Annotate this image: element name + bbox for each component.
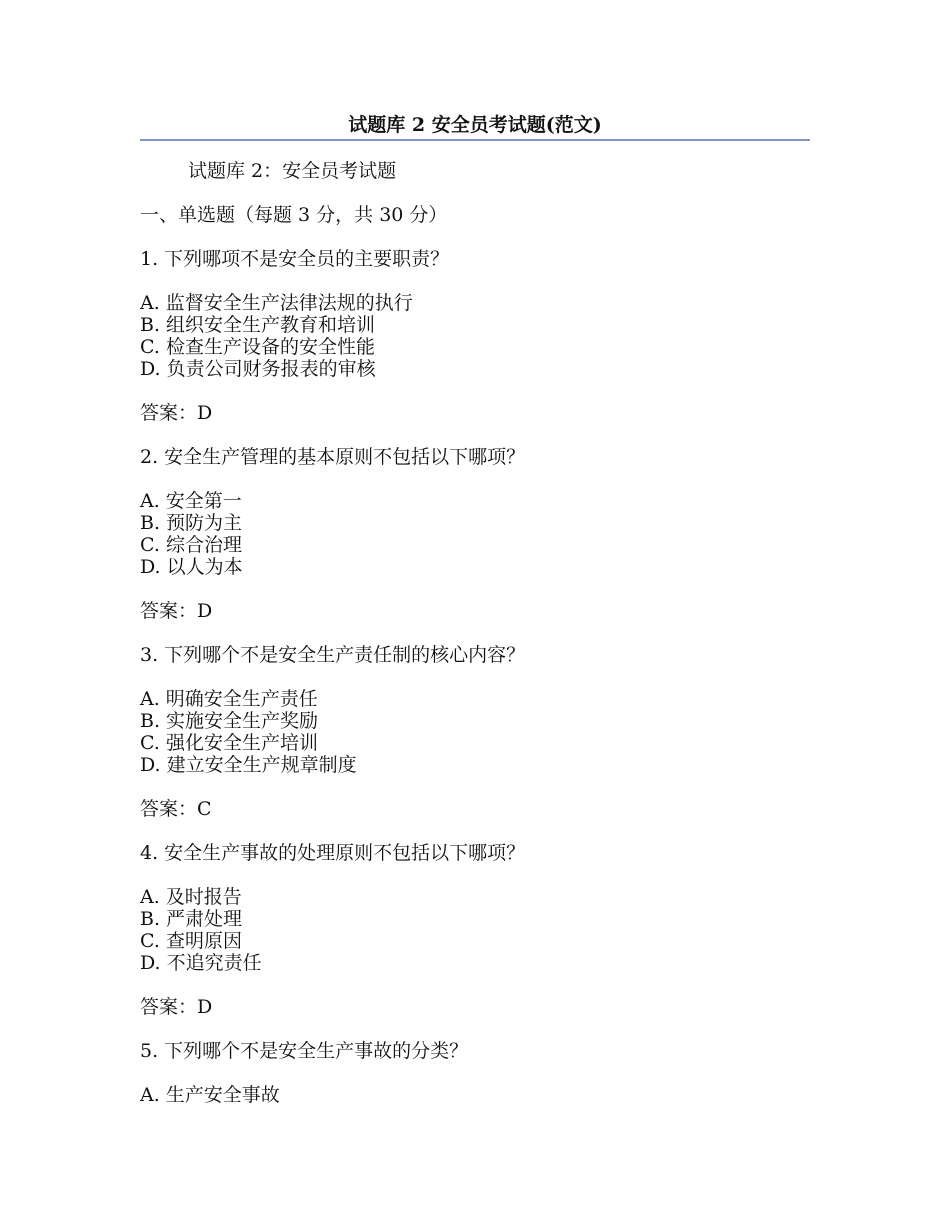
option-item: A. 安全第一 <box>140 490 242 512</box>
option-item: A. 监督安全生产法律法规的执行 <box>140 292 413 314</box>
question-text: 1. 下列哪项不是安全员的主要职责？ <box>140 248 450 270</box>
option-item: C. 综合治理 <box>140 534 242 556</box>
question-text: 3. 下列哪个不是安全生产责任制的核心内容？ <box>140 644 526 666</box>
answer-line: 答案：D <box>140 600 213 622</box>
option-item: D. 以人为本 <box>140 556 243 578</box>
option-item: C. 强化安全生产培训 <box>140 732 318 754</box>
option-item: B. 组织安全生产教育和培训 <box>140 314 376 336</box>
option-list <box>140 490 810 578</box>
option-item: A. 明确安全生产责任 <box>140 688 318 710</box>
option-item: D. 建立安全生产规章制度 <box>140 754 357 776</box>
document-body <box>140 160 810 1128</box>
option-item: D. 负责公司财务报表的审核 <box>140 358 376 380</box>
title-divider <box>140 139 810 141</box>
question-text: 4. 安全生产事故的处理原则不包括以下哪项？ <box>140 842 526 864</box>
option-item: D. 不追究责任 <box>140 952 262 974</box>
option-item: B. 实施安全生产奖励 <box>140 710 319 732</box>
question-text: 2. 安全生产管理的基本原则不包括以下哪项？ <box>140 446 526 468</box>
question-text: 5. 下列哪个不是安全生产事故的分类？ <box>140 1040 469 1062</box>
option-item: A. 及时报告 <box>140 886 242 908</box>
option-item: B. 预防为主 <box>140 512 243 534</box>
option-item: C. 查明原因 <box>140 930 242 952</box>
option-list <box>140 688 810 776</box>
answer-line: 答案：D <box>140 996 213 1018</box>
option-list <box>140 292 810 380</box>
option-item: B. 严肃处理 <box>140 908 243 930</box>
intro-line: 试题库 2：安全员考试题 <box>188 160 397 182</box>
section-heading: 一、单选题（每题 3 分，共 30 分） <box>140 204 448 226</box>
option-list <box>140 1084 810 1106</box>
answer-line: 答案：D <box>140 402 213 424</box>
answer-line: 答案：C <box>140 798 212 820</box>
document-title: 试题库 2 安全员考试题(范文) <box>348 114 602 136</box>
option-item: A. 生产安全事故 <box>140 1084 280 1106</box>
option-item: C. 检查生产设备的安全性能 <box>140 336 375 358</box>
option-list <box>140 886 810 974</box>
